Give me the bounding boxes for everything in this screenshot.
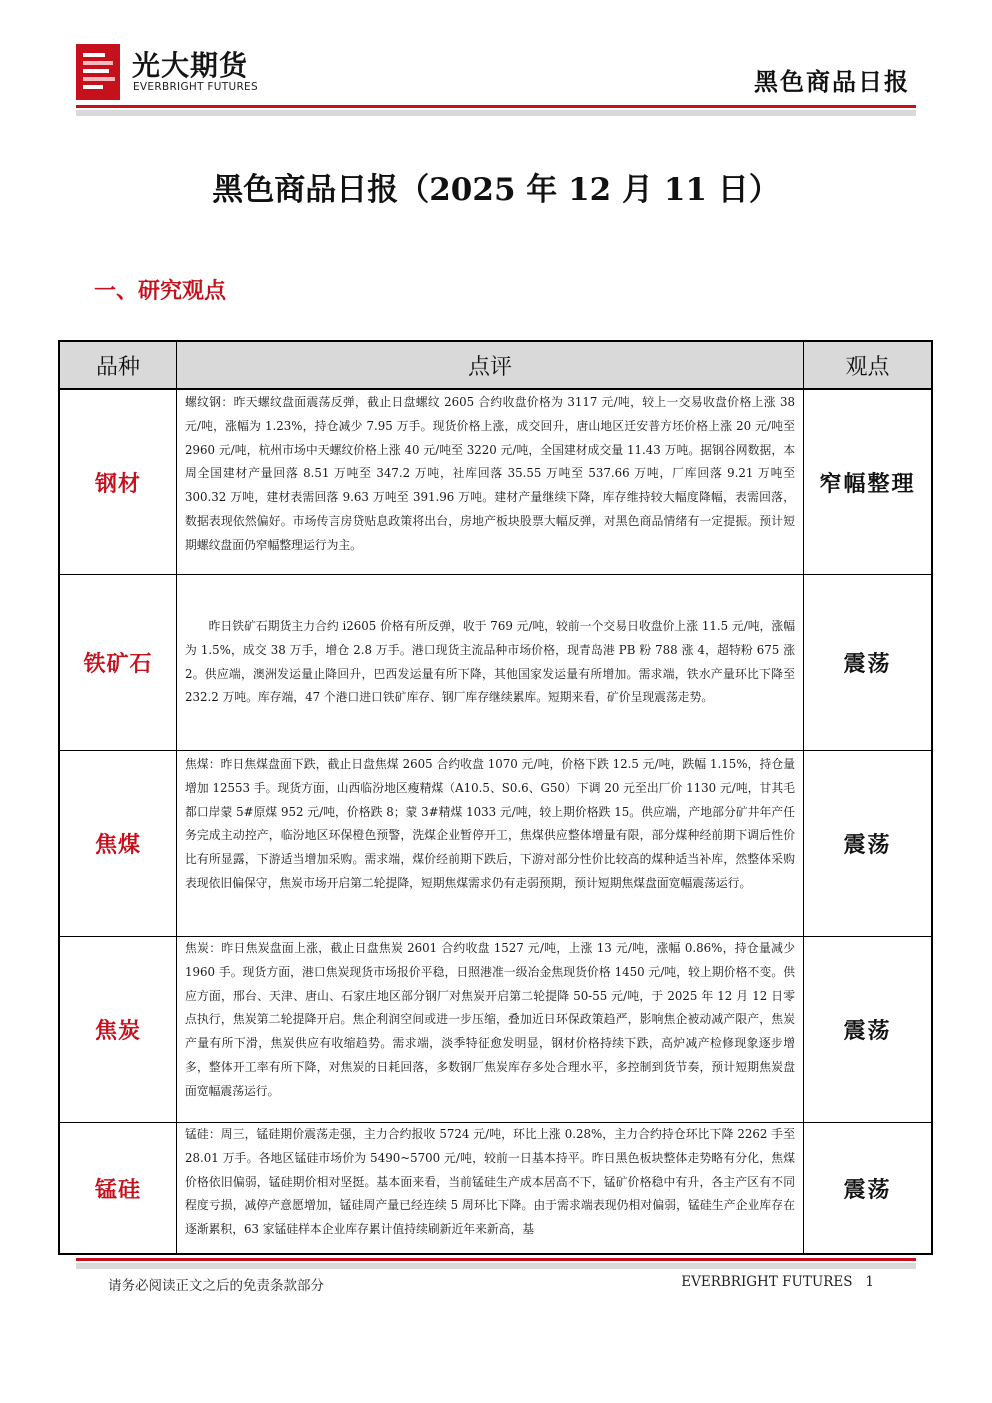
table-row bbox=[60, 751, 931, 937]
footer-company-page bbox=[681, 1274, 874, 1290]
variety-name: 钢材 bbox=[94, 470, 141, 497]
comment-text: 锰硅：周三，锰硅期价震荡走强，主力合约报收 5724 元/吨，环比上涨 0.28%，主力合约持仓环比下降 2262 手至 28.01 万手。各地区锰硅市场价为 5490~5700 元/吨，较前一日基本持平。昨日黑色板块整体走势略有分化，焦煤价格依旧偏弱，锰硅期价相对坚挺。基本面来看，当前锰硅生产成本居高不下，锰矿价格稳中有升，各主产区有不同程度亏损，减停产意愿增加，锰硅周产量已经连续 5 周环比下降。由于需求端表现仍相对偏弱，锰硅生产企业库存在逐渐累积，63 家锰硅样本企业库存累计值持续刷新近年来新高，基 bbox=[185, 1127, 795, 1237]
document-title: 黑色商品日报（2025 年 12 月 11 日） bbox=[212, 172, 780, 208]
view-label: 震荡 bbox=[843, 832, 892, 858]
footer-divider-shadow bbox=[76, 1263, 916, 1269]
table-row bbox=[60, 1123, 931, 1253]
logo-name-en: EVERBRIGHT FUTURES bbox=[133, 81, 258, 93]
header-divider-shadow bbox=[76, 110, 916, 116]
variety-name: 锰硅 bbox=[94, 1176, 141, 1203]
header-view: 观点 bbox=[845, 354, 890, 380]
header-variety: 品种 bbox=[60, 342, 177, 388]
section-title: 一、研究观点 bbox=[94, 278, 227, 304]
comment-text: 焦炭：昨日焦炭盘面上涨，截止日盘焦炭 2601 合约收盘 1527 元/吨，上涨 13 元/吨，涨幅 0.86%，持仓量减少 1960 手。现货方面，港口焦炭现货市场报价平稳，日照港准一级冶金焦现货价格 1450 元/吨，较上期价格不变。供应方面，邢台、天津、唐山、石家庄地区部分钢厂对焦炭开启第二轮提降 50-55 元/吨，于 2025 年 12 月 12 日零点执行，焦炭第二轮提降开启。焦企利润空间或进一步压缩，叠加近日环保政策趋严，影响焦企被动减产限产，焦炭产量有所下滑，焦炭供应有收缩趋势。需求端，淡季特征愈发明显，钢材价格持续下跌，高炉减产检修现象逐步增多，整体开工率有所下降，对焦炭的日耗回落，多数钢厂焦炭库存多处合理水平，多控制到货节奏，预计短期焦炭盘面宽幅震荡运行。 bbox=[185, 941, 795, 1098]
table-header-row bbox=[60, 342, 931, 390]
table-row bbox=[60, 937, 931, 1123]
view-label: 震荡 bbox=[843, 1018, 892, 1044]
variety-name: 焦煤 bbox=[94, 832, 141, 858]
view-label: 震荡 bbox=[843, 651, 892, 677]
header-title: 黑色商品日报 bbox=[754, 68, 910, 96]
view-label: 震荡 bbox=[843, 1176, 892, 1203]
view-label: 窄幅整理 bbox=[819, 470, 916, 497]
everbright-logo-icon bbox=[76, 44, 120, 100]
research-table bbox=[58, 340, 933, 1255]
variety-name: 铁矿石 bbox=[83, 651, 153, 677]
logo-name-cn: 光大期货 bbox=[132, 49, 249, 82]
page-number: 1 bbox=[865, 1274, 874, 1290]
header-comment: 点评 bbox=[177, 342, 804, 388]
comment-text: 昨日铁矿石期货主力合约 i2605 价格有所反弹，收于 769 元/吨，较前一个交易日收盘价上涨 11.5 元/吨，涨幅为 1.5%，成交 38 万手，增仓 2.8 万手。港口现货主流品种市场价格，现青岛港 PB 粉 788 涨 4，超特粉 675 涨 2。供应端，澳洲发运量止降回升，巴西发运量有所下降，其他国家发运量有所增加。需求端，铁水产量环比下降至 232.2 万吨。库存端，47 个港口进口铁矿库存、钢厂库存继续累库。短期来看，矿价呈现震荡走势。 bbox=[185, 618, 795, 705]
company-logo bbox=[76, 40, 296, 102]
variety-name: 焦炭 bbox=[94, 1018, 141, 1044]
footer-divider bbox=[76, 1258, 916, 1261]
table-row bbox=[60, 575, 931, 751]
table-row bbox=[60, 390, 931, 575]
comment-text: 螺纹钢：昨天螺纹盘面震荡反弹，截止日盘螺纹 2605 合约收盘价格为 3117 元/吨，较上一交易收盘价格上涨 38 元/吨，涨幅为 1.23%，持仓减少 7.95 万手。现货价格上涨，成交回升，唐山地区迁安普方坯价格上涨 20 元/吨至 2960 元/吨，杭州市场中天螺纹价格上涨 40 元/吨至 3220 元/吨，全国建材成交量 11.43 万吨。据钢谷网数据，本周全国建材产量回落 8.51 万吨至 347.2 万吨，社库回落 35.55 万吨至 537.66 万吨，厂库回落 9.21 万吨至 300.32 万吨，建材表需回落 9.63 万吨至 391.96 万吨。建材产量继续下降，库存维持较大幅度降幅，表需回落，数据表现依然偏好。市场传言房贷贴息政策将出台，房地产板块股票大幅反弹，对黑色商品情绪有一定提振。预计短期螺纹盘面仍窄幅整理运行为主。 bbox=[185, 395, 795, 552]
header-divider bbox=[76, 105, 916, 108]
footer-disclaimer: 请务必阅读正文之后的免责条款部分 bbox=[108, 1278, 324, 1294]
footer-company: EVERBRIGHT FUTURES bbox=[681, 1274, 853, 1290]
comment-text: 焦煤：昨日焦煤盘面下跌，截止日盘焦煤 2605 合约收盘 1070 元/吨，价格下跌 12.5 元/吨，跌幅 1.15%，持仓量增加 12553 手。现货方面，山西临汾地区瘦精煤（A10.5、S0.6、G50）下调 20 元至出厂价 1130 元/吨，甘其毛都口岸蒙 5#原煤 952 元/吨，价格跌 8；蒙 3#精煤 1033 元/吨，较上期价格跌 15。供应端，产地部分矿井年产任务完成主动控产，临汾地区环保橙色预警，洗煤企业暂停开工，焦煤供应整体增量有限，部分煤种经前期下调后性价比有所显露，下游适当增加采购。需求端，煤价经前期下跌后，下游对部分性价比较高的煤种适当补库，然整体采购表现依旧偏保守，焦炭市场开启第二轮提降，短期焦煤需求仍有走弱预期，预计短期焦煤盘面宽幅震荡运行。 bbox=[185, 757, 795, 890]
